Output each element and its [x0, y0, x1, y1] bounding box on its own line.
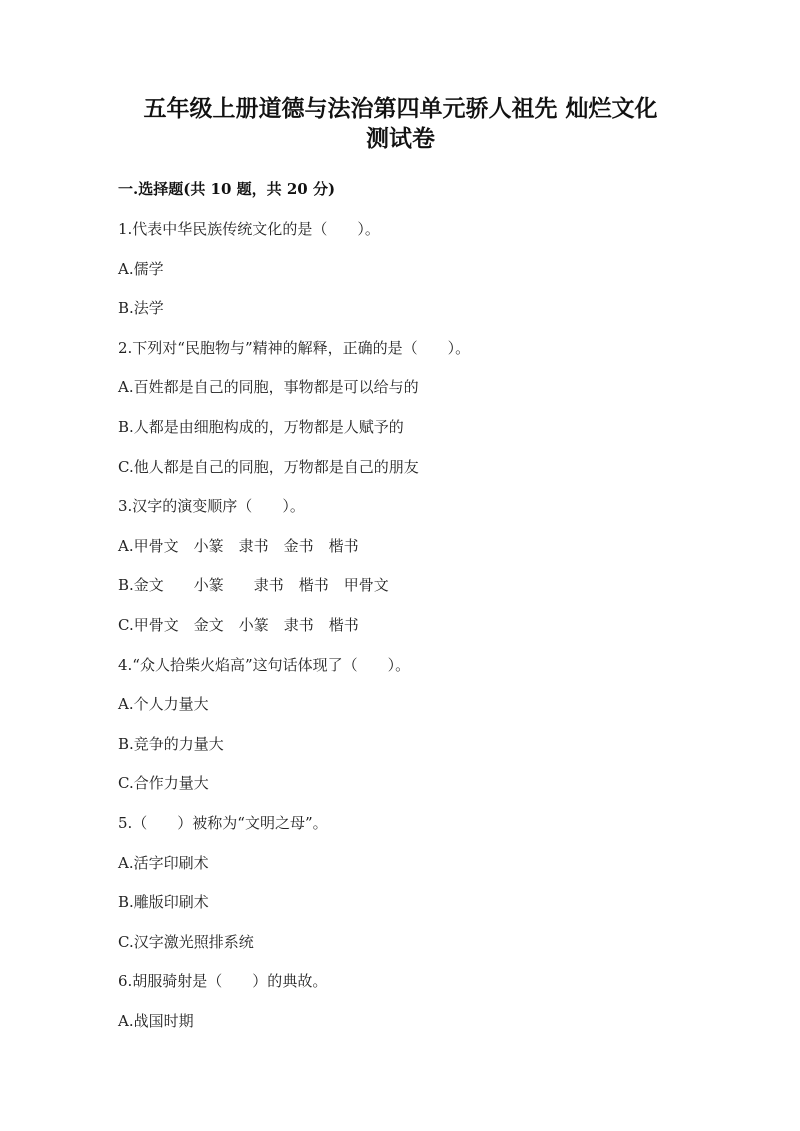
title-line-1: 五年级上册道德与法治第四单元骄人祖先 灿烂文化 [143, 95, 658, 122]
question-5-option-b: B.雕版印刷术 [118, 893, 209, 912]
question-4-stem: 4.“众人拾柴火焰高”这句话体现了（ ）。 [118, 655, 411, 674]
question-1-option-b: B.法学 [118, 299, 164, 318]
question-5-option-a: A.活字印刷术 [118, 853, 209, 872]
question-6-stem: 6.胡服骑射是（ ）的典故。 [118, 972, 328, 991]
title-line-2: 测试卷 [366, 125, 435, 152]
question-2-stem: 2.下列对“民胞物与”精神的解释，正确的是（ ）。 [118, 338, 471, 357]
question-1-stem: 1.代表中华民族传统文化的是（ ）。 [118, 220, 380, 238]
section-header: 一.选择题(共 10 题，共 20 分) [118, 180, 336, 198]
question-6-option-a: A.战国时期 [118, 1011, 194, 1030]
question-5-option-c: C.汉字激光照排系统 [118, 932, 254, 951]
question-3-option-a: A.甲骨文 小篆 隶书 金书 楷书 [118, 536, 359, 555]
question-2-option-c: C.他人都是自己的同胞，万物都是自己的朋友 [118, 457, 419, 476]
page-title [118, 94, 683, 154]
question-5-stem: 5.（ ）被称为“文明之母”。 [118, 813, 328, 832]
question-2-option-a: A.百姓都是自己的同胞，事物都是可以给与的 [118, 378, 419, 397]
question-3-option-b: B.金文 小篆 隶书 楷书 甲骨文 [118, 576, 389, 595]
question-1-option-a: A.儒学 [118, 259, 164, 278]
question-2-option-b: B.人都是由细胞构成的，万物都是人赋予的 [118, 417, 404, 436]
question-4-option-a: A.个人力量大 [118, 695, 209, 714]
question-3-stem: 3.汉字的演变顺序（ ）。 [118, 497, 305, 516]
question-3-option-c: C.甲骨文 金文 小篆 隶书 楷书 [118, 615, 359, 634]
question-list [118, 219, 683, 1050]
question-4-option-b: B.竞争的力量大 [118, 734, 224, 753]
question-4-option-c: C.合作力量大 [118, 774, 209, 793]
